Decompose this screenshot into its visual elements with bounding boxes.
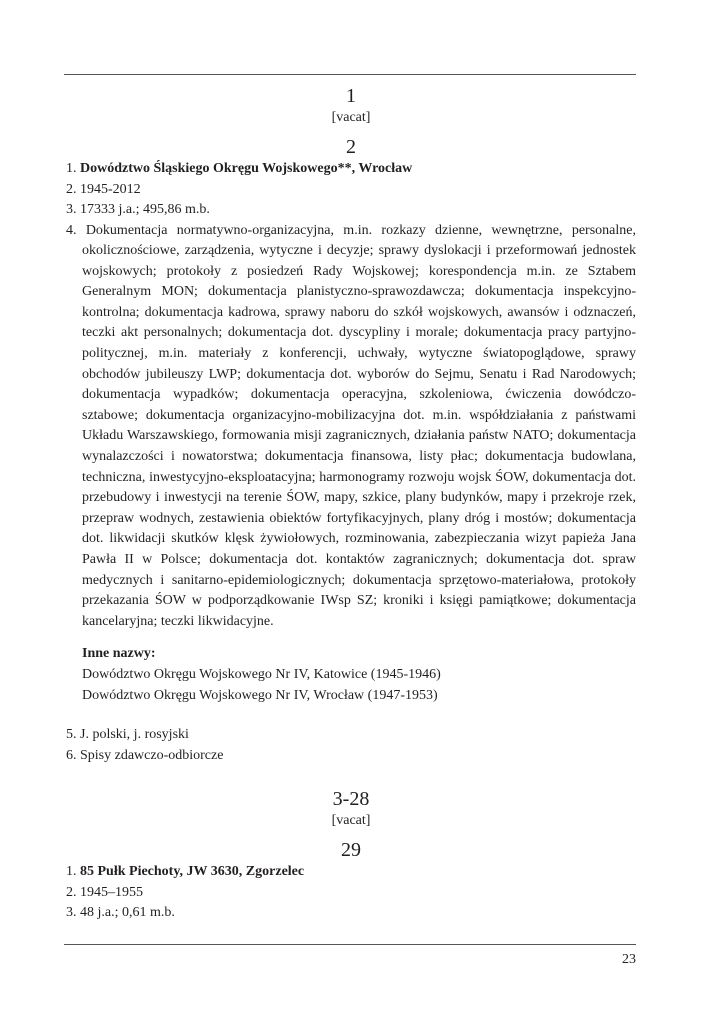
page-content	[66, 84, 636, 924]
unit-number: 1	[346, 85, 356, 107]
unit-number: 2	[346, 136, 356, 158]
other-names-title: Inne nazwy:	[82, 646, 156, 662]
unit-language: 5. J. polski, j. rosyjski	[66, 727, 189, 743]
unit-description: 4. Dokumentacja normatywno-organizacyjna, m.in. rozkazy dzienne, wewnętrzne, personalne, okolicznościowe, zarządzenia, wytyczne i decyzje; sprawy dyslokacji i przeformowań jednostek wojskowych; protokoły z posiedzeń Rady Wojskowej; korespondencja m.in. ze Sztabem Generalnym MON; dokumentacja planistyczno-sprawozdawcza; dokumentacja inspekcyjno-kontrolna; dokumentacja kadrowa, sprawy naboru do szkół wojskowych, awansów i odznaczeń, teczki akt personalnych; dokumentacja dot. dyscypliny i morale; dokumentacja pracy partyjno-politycznej, m.in. materiały z konferencji, uchwały, wytyczne światopoglądowe, sprawy obchodów jubileuszy LWP; dokumentacja dot. wyborów do Sejmu, Senatu i Rad Narodowych; dokumentacja wypadków; dokumentacja operacyjna, szkoleniowa, ćwiczenia dowódczo-sztabowe; dokumentacja organizacyjno-mobilizacyjna dot. m.in. współdziałania z państwami Układu Warszawskiego, formowania misji zagranicznych, działania państw NATO; dokumentacja wynalazczości i nowatorstwa; dokumentacja finansowa, listy płac; dokumentacja budowlana, techniczna, inwestycyjno-eksploatacyjna; harmonogramy rozwoju wojsk ŚOW, dokumentacja dot. przebudowy i inwestycji na terenie ŚOW, mapy, szkice, plany budynków, mapy i przekroje rzek, przepraw wodnych, zestawienia obiektów fortyfikacyjnych, plany dróg i mostów; dokumentacja dot. likwidacji skutków klęsk żywiołowych, rozminowania, zabezpieczania wizyt papieża Jana Pawła II w Polsce; dokumentacja dot. kontaktów zagranicznych; dokumentacja dot. spraw medycznych i sanitarno-epidemiologicznych; dokumentacja sprzętowo-materiałowa, protokoły przekazania ŚOW w podporządkowanie IWsp SZ; kroniki i księgi pamiątkowe; dokumentacja kancelaryjna; teczki likwidacyjne.	[66, 222, 636, 629]
unit-number: 29	[341, 839, 361, 862]
other-name-item: Dowództwo Okręgu Wojskowego Nr IV, Wrocław (1947-1953)	[82, 688, 438, 704]
unit-extent: 3. 17333 j.a.; 495,86 m.b.	[66, 202, 210, 217]
unit-dates: 2. 1945–1955	[66, 884, 143, 900]
unit-name-text: 85 Pułk Piechoty, JW 3630, Zgorzelec	[80, 864, 305, 880]
unit-number: 3-28	[332, 788, 370, 811]
unit-extent: 3. 48 j.a.; 0,61 m.b.	[66, 905, 175, 921]
top-rule	[64, 74, 636, 75]
unit-name-prefix: 1.	[66, 161, 80, 176]
other-names-block	[66, 643, 636, 706]
unit-finding-aids: 6. Spisy zdawczo-odbiorcze	[66, 747, 224, 763]
vacat-note: [vacat]	[331, 813, 371, 829]
other-name-item: Dowództwo Okręgu Wojskowego Nr IV, Katowice (1945-1946)	[82, 667, 441, 683]
bottom-rule	[64, 944, 636, 945]
vacat-note: [vacat]	[331, 110, 371, 125]
unit-name-prefix: 1.	[66, 864, 80, 880]
unit-name	[66, 862, 636, 883]
unit-dates: 2. 1945-2012	[66, 181, 141, 197]
unit-name	[66, 159, 636, 180]
unit-name-text: Dowództwo Śląskiego Okręgu Wojskowego**, Wrocław	[80, 161, 413, 176]
page-number: 23	[622, 952, 636, 967]
